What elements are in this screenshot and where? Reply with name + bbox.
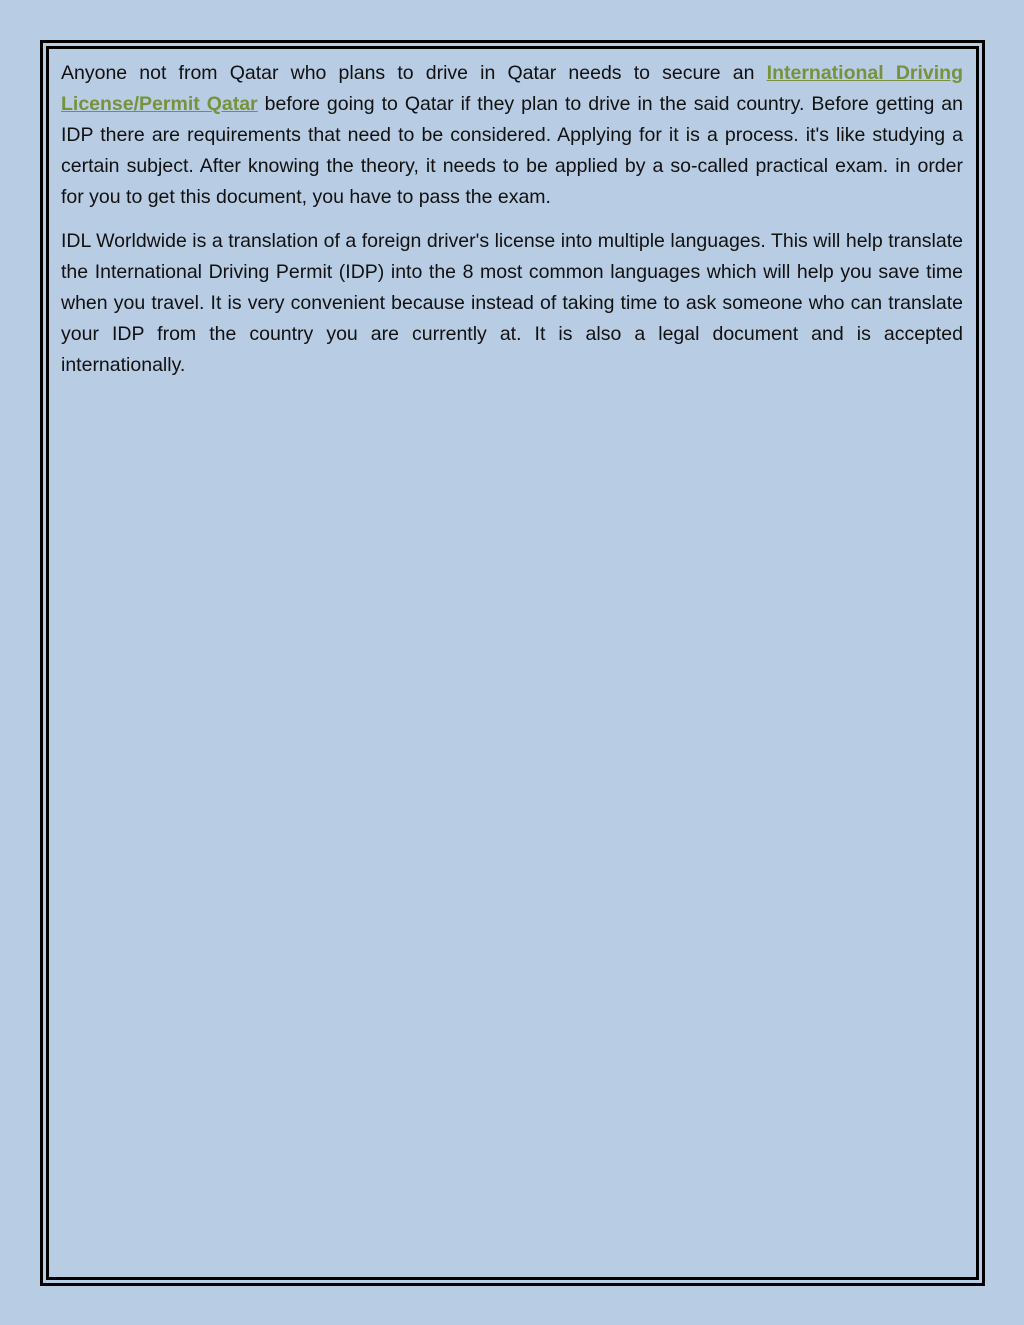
paragraph-1-rest: before going to Qatar if they plan to drive in the said country. Before getting an IDP there are requirements that need to be considered. Applying for it is a process. it's like studying a certain subject. After knowing the theory, it needs to be applied by a so-called practical exam. in order for you to get this document, you have to pass the exam. xyxy=(61,93,963,208)
document-body xyxy=(61,58,963,394)
paragraph-2: IDL Worldwide is a translation of a foreign driver's license into multiple languages. This will help translate the International Driving Permit (IDP) into the 8 most common languages which will help you save time when you travel. It is very convenient because instead of taking time to ask someone who can translate your IDP from the country you are currently at. It is also a legal document and is accepted internationally. xyxy=(61,230,963,376)
idp-qatar-link[interactable]: International Driving License/Permit Qatar xyxy=(61,62,963,115)
paragraph-1-intro: Anyone not from Qatar who plans to drive in Qatar needs to secure an xyxy=(61,62,767,84)
paragraph-1 xyxy=(61,58,963,213)
